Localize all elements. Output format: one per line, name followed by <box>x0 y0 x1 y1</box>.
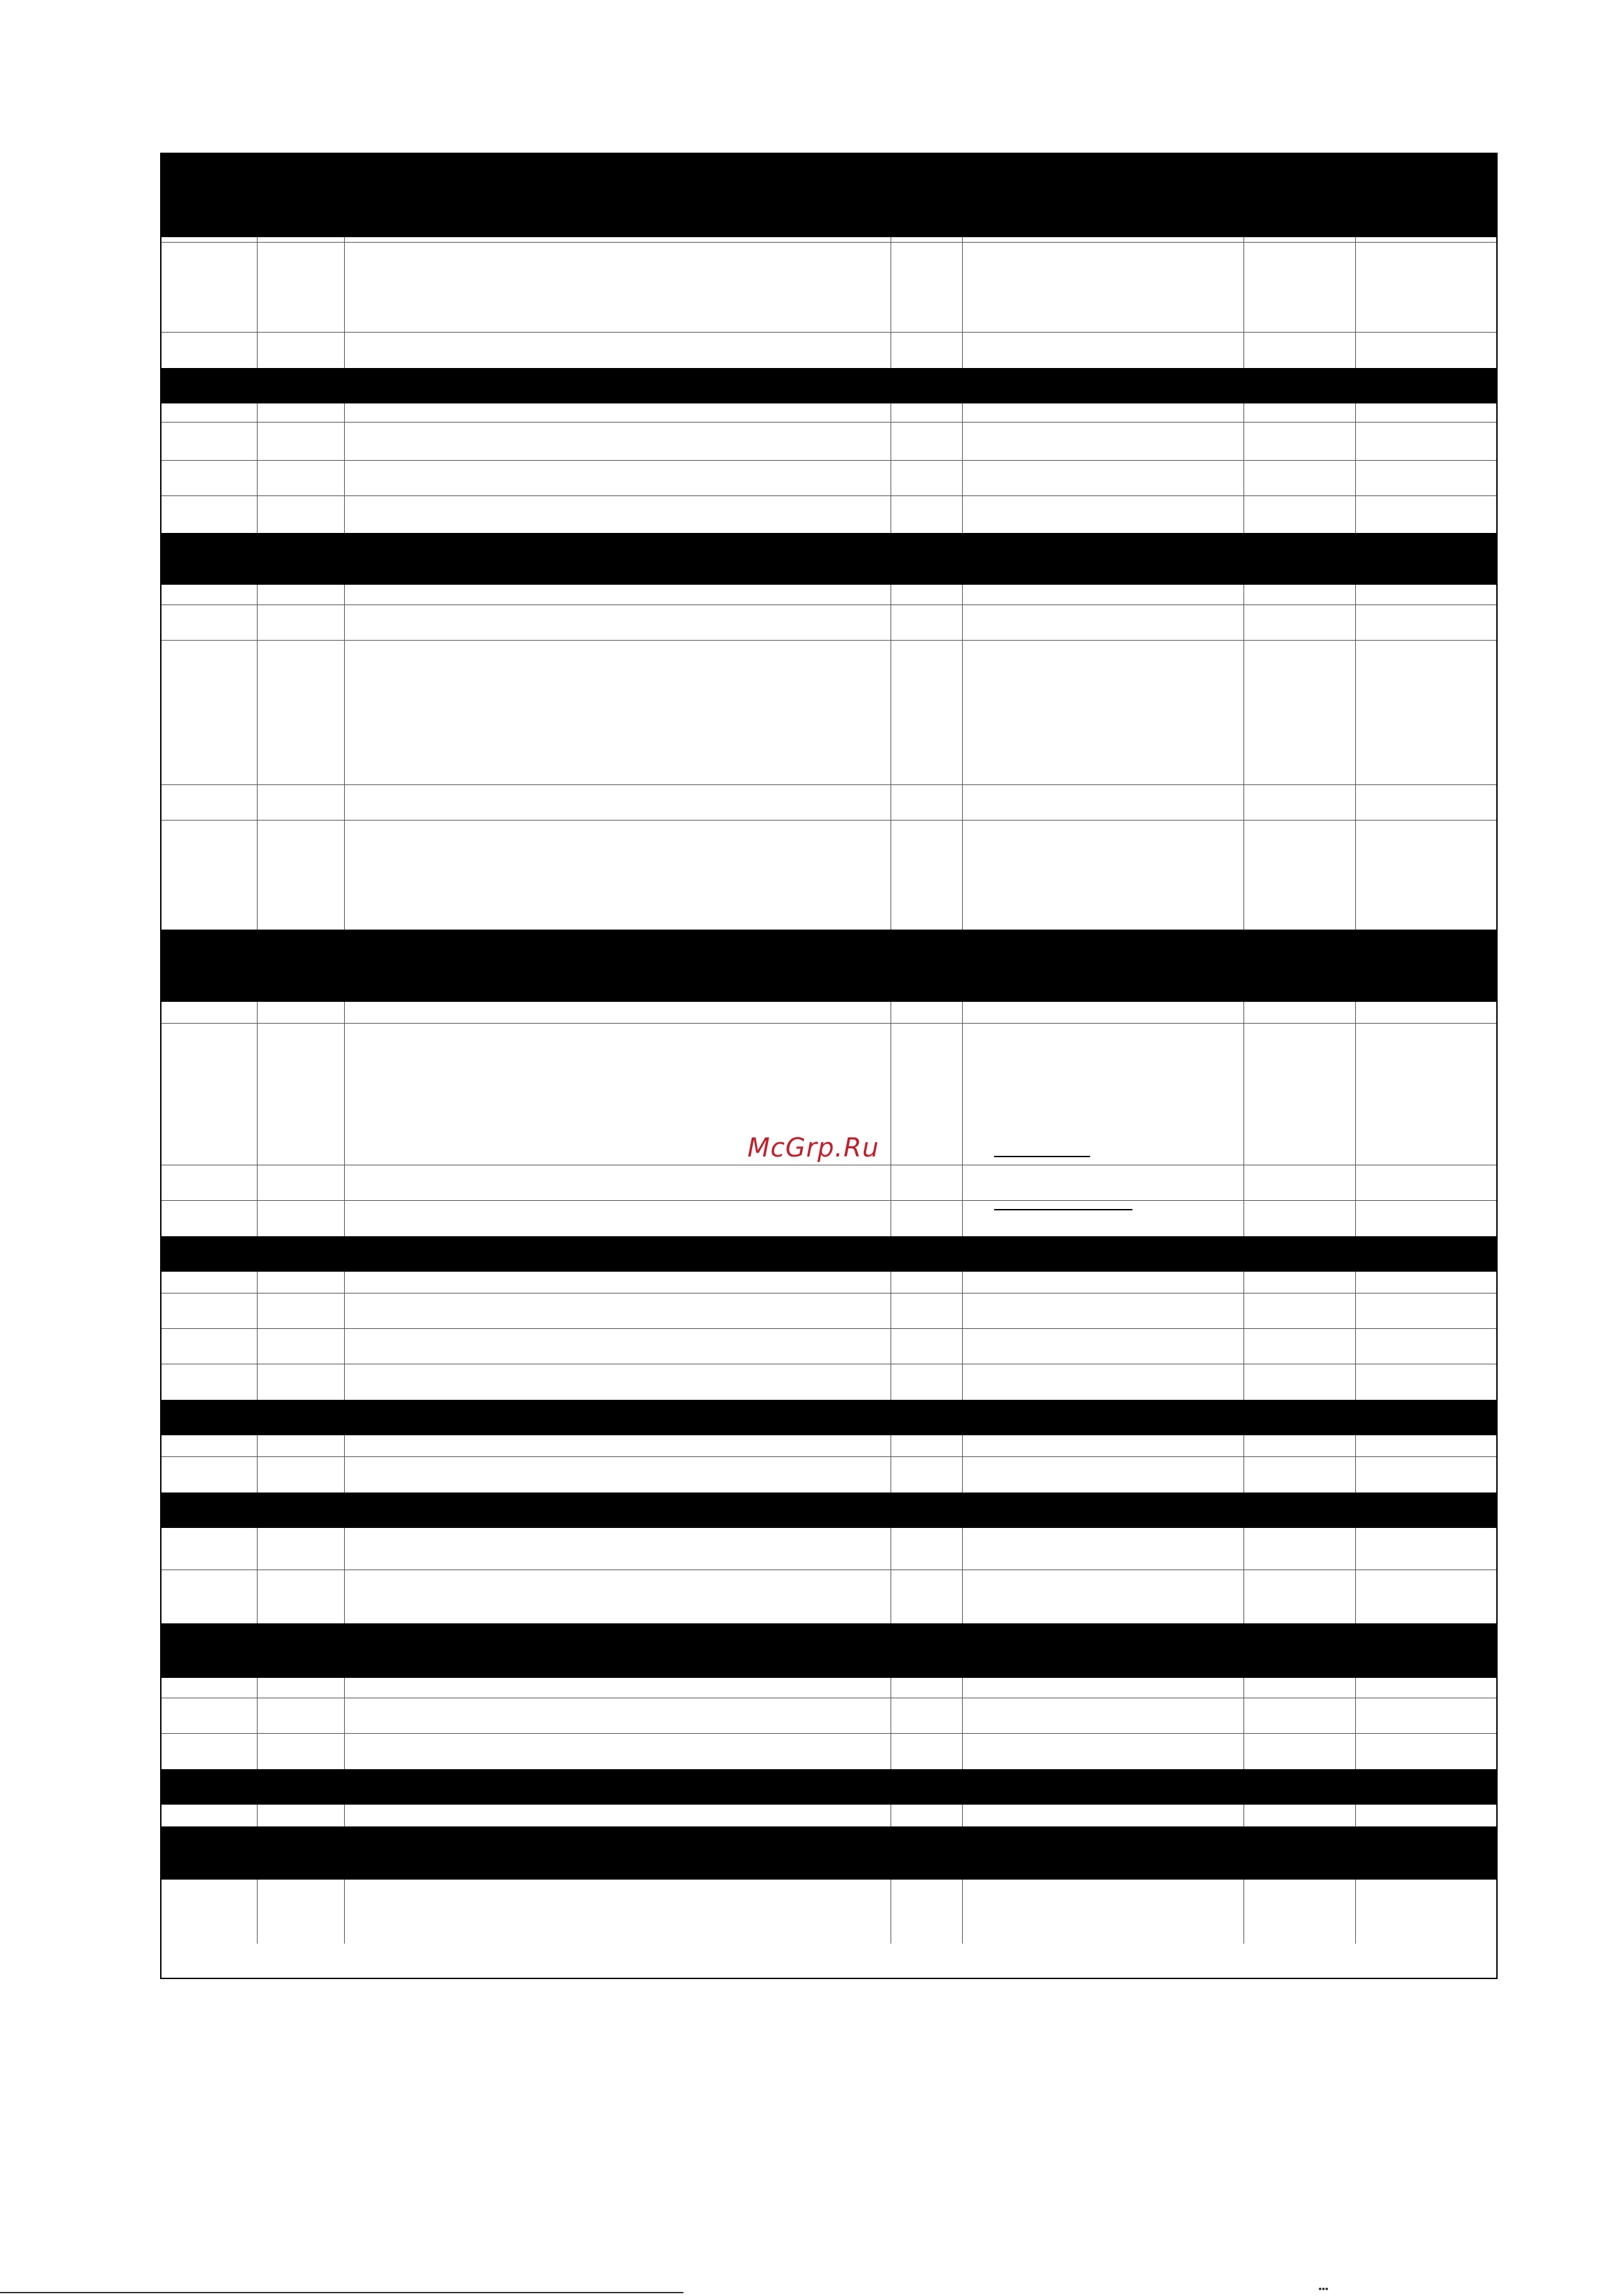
table-cell-col-3 <box>344 237 891 243</box>
table-cell-col-4 <box>891 1294 962 1328</box>
table-cell-col-6 <box>1243 585 1355 604</box>
table-cell-col-4 <box>891 785 962 820</box>
section-header-bar <box>161 1769 1496 1805</box>
table-cell-col-5 <box>962 1528 1243 1570</box>
section-header-bar <box>161 1236 1496 1272</box>
table-row <box>161 1165 1496 1201</box>
table-cell-col-4 <box>891 1570 962 1623</box>
table-cell-col-2 <box>257 1698 344 1733</box>
table-row <box>161 1457 1496 1493</box>
table-cell-col-5 <box>962 1698 1243 1733</box>
column-header-row <box>161 237 1496 243</box>
table-cell-col-4 <box>891 1528 962 1570</box>
table-cell-col-6 <box>1243 423 1355 460</box>
table-cell-col-4 <box>891 1880 962 1944</box>
table-cell-col-6 <box>1243 237 1355 243</box>
table-cell-col-7 <box>1355 461 1499 495</box>
table-cell-col-3 <box>344 1805 891 1826</box>
table-cell-col-3 <box>344 1698 891 1733</box>
table-cell-col-6 <box>1243 1201 1355 1236</box>
table-cell-col-6 <box>1243 1435 1355 1456</box>
table-cell-col-4 <box>891 585 962 604</box>
section-header-bar <box>161 368 1496 403</box>
table-row <box>161 821 1496 930</box>
table-cell-col-3 <box>344 1528 891 1570</box>
table-cell-col-1 <box>161 496 257 533</box>
table-row <box>161 496 1496 533</box>
table-row <box>161 1364 1496 1400</box>
table-cell-col-7 <box>1355 1528 1499 1570</box>
table-cell-col-6 <box>1243 785 1355 820</box>
table-cell-col-3 <box>344 496 891 533</box>
table-cell-col-5 <box>962 785 1243 820</box>
table-cell-col-2 <box>257 1678 344 1698</box>
table-cell-col-2 <box>257 605 344 640</box>
table-cell-col-6 <box>1243 1329 1355 1364</box>
table-cell-col-7 <box>1355 821 1499 930</box>
table-row <box>161 1570 1496 1623</box>
table-cell-col-6 <box>1243 1528 1355 1570</box>
table-cell-col-7 <box>1355 423 1499 460</box>
table-cell-col-1 <box>161 1165 257 1200</box>
table-cell-col-4 <box>891 641 962 784</box>
table-cell-col-4 <box>891 1457 962 1493</box>
table-cell-col-2 <box>257 1570 344 1623</box>
table-cell-col-1 <box>161 423 257 460</box>
table-cell-col-7 <box>1355 333 1499 368</box>
table-cell-col-5 <box>962 1329 1243 1364</box>
signature-line-2 <box>994 1209 1132 1210</box>
table-cell-col-5 <box>962 1734 1243 1769</box>
table-cell-col-3 <box>344 585 891 604</box>
table-cell-col-6 <box>1243 1002 1355 1023</box>
table-row <box>161 1435 1496 1457</box>
table-cell-col-2 <box>257 1272 344 1293</box>
table-cell-col-1 <box>161 1201 257 1236</box>
table-cell-col-5 <box>962 403 1243 422</box>
table-cell-col-6 <box>1243 333 1355 368</box>
table-cell-col-3 <box>344 1435 891 1456</box>
table-row <box>161 1698 1496 1734</box>
table-cell-col-1 <box>161 1805 257 1826</box>
table-cell-col-6 <box>1243 1364 1355 1400</box>
table-cell-col-4 <box>891 1024 962 1165</box>
section-header-bar <box>161 1623 1496 1678</box>
table-row <box>161 785 1496 821</box>
table-row <box>161 423 1496 461</box>
table-cell-col-6 <box>1243 1678 1355 1698</box>
table-cell-col-4 <box>891 1678 962 1698</box>
table-cell-col-7 <box>1355 496 1499 533</box>
table-cell-col-7 <box>1355 1678 1499 1698</box>
table-row <box>161 1734 1496 1769</box>
table-cell-col-6 <box>1243 1880 1355 1944</box>
table-cell-col-3 <box>344 1734 891 1769</box>
table-cell-col-6 <box>1243 641 1355 784</box>
table-cell-col-3 <box>344 1678 891 1698</box>
table-row <box>161 1201 1496 1236</box>
table-cell-col-2 <box>257 1002 344 1023</box>
table-cell-col-3 <box>344 1002 891 1023</box>
table-row <box>161 1880 1496 1944</box>
table-cell-col-5 <box>962 423 1243 460</box>
table-cell-col-7 <box>1355 1024 1499 1165</box>
table-cell-col-1 <box>161 237 257 243</box>
table-row <box>161 1002 1496 1024</box>
table-cell-col-1 <box>161 243 257 332</box>
table-cell-col-5 <box>962 641 1243 784</box>
table-cell-col-5 <box>962 1678 1243 1698</box>
table-cell-col-4 <box>891 1805 962 1826</box>
table-cell-col-6 <box>1243 1165 1355 1200</box>
table-cell-col-3 <box>344 461 891 495</box>
table-cell-col-2 <box>257 1294 344 1328</box>
table-cell-col-6 <box>1243 1570 1355 1623</box>
table-cell-col-3 <box>344 1880 891 1944</box>
table-header-bar <box>161 154 1496 237</box>
table-cell-col-3 <box>344 1457 891 1493</box>
table-cell-col-4 <box>891 403 962 422</box>
table-cell-col-1 <box>161 1880 257 1944</box>
table-cell-col-2 <box>257 1329 344 1364</box>
table-cell-col-5 <box>962 821 1243 930</box>
table-cell-col-6 <box>1243 1457 1355 1493</box>
table-cell-col-6 <box>1243 243 1355 332</box>
table-cell-col-6 <box>1243 1272 1355 1293</box>
table-row <box>161 1678 1496 1698</box>
table-cell-col-7 <box>1355 585 1499 604</box>
table-cell-col-1 <box>161 1364 257 1400</box>
table-cell-col-1 <box>161 585 257 604</box>
section-header-bar <box>161 1826 1496 1880</box>
table-cell-col-5 <box>962 605 1243 640</box>
table-cell-col-3 <box>344 403 891 422</box>
table-cell-col-2 <box>257 1435 344 1456</box>
table-cell-col-7 <box>1355 605 1499 640</box>
table-cell-col-6 <box>1243 403 1355 422</box>
table-cell-col-7 <box>1355 1364 1499 1400</box>
table-cell-col-5 <box>962 461 1243 495</box>
table-cell-col-2 <box>257 237 344 243</box>
table-cell-col-7 <box>1355 243 1499 332</box>
table-row <box>161 1805 1496 1826</box>
table-cell-col-2 <box>257 1457 344 1493</box>
table-cell-col-7 <box>1355 1201 1499 1236</box>
table-row <box>161 1294 1496 1329</box>
table-cell-col-5 <box>962 1364 1243 1400</box>
table-cell-col-7 <box>1355 641 1499 784</box>
table-cell-col-5 <box>962 1805 1243 1826</box>
table-cell-col-4 <box>891 1329 962 1364</box>
section-header-bar <box>161 1493 1496 1528</box>
table-cell-col-1 <box>161 461 257 495</box>
table-cell-col-3 <box>344 1570 891 1623</box>
table-cell-col-5 <box>962 333 1243 368</box>
table-cell-col-7 <box>1355 1570 1499 1623</box>
table-cell-col-3 <box>344 243 891 332</box>
table-cell-col-2 <box>257 423 344 460</box>
table-cell-col-1 <box>161 1002 257 1023</box>
table-cell-col-1 <box>161 1272 257 1293</box>
table-cell-col-4 <box>891 605 962 640</box>
table-cell-col-1 <box>161 605 257 640</box>
table-cell-col-4 <box>891 1272 962 1293</box>
table-cell-col-5 <box>962 1457 1243 1493</box>
table-cell-col-7 <box>1355 1165 1499 1200</box>
table-cell-col-2 <box>257 821 344 930</box>
table-cell-col-2 <box>257 496 344 533</box>
footer-rule <box>0 2292 683 2293</box>
table-cell-col-7 <box>1355 1294 1499 1328</box>
table-cell-col-6 <box>1243 1294 1355 1328</box>
table-cell-col-3 <box>344 423 891 460</box>
table-row <box>161 461 1496 496</box>
table-cell-col-4 <box>891 1734 962 1769</box>
table-cell-col-1 <box>161 1734 257 1769</box>
table-cell-col-7 <box>1355 1002 1499 1023</box>
table-cell-col-1 <box>161 1457 257 1493</box>
table-cell-col-4 <box>891 496 962 533</box>
table-cell-col-1 <box>161 333 257 368</box>
table-cell-col-2 <box>257 1528 344 1570</box>
table-cell-col-3 <box>344 1294 891 1328</box>
table-cell-col-1 <box>161 641 257 784</box>
table-cell-col-5 <box>962 1165 1243 1200</box>
table-cell-col-1 <box>161 1528 257 1570</box>
table-cell-col-6 <box>1243 1698 1355 1733</box>
table-cell-col-5 <box>962 1002 1243 1023</box>
table-cell-col-4 <box>891 1002 962 1023</box>
table-cell-col-4 <box>891 1165 962 1200</box>
table-cell-col-1 <box>161 821 257 930</box>
table-cell-col-2 <box>257 333 344 368</box>
table-cell-col-5 <box>962 496 1243 533</box>
table-cell-col-2 <box>257 461 344 495</box>
table-cell-col-2 <box>257 403 344 422</box>
table-cell-col-2 <box>257 1364 344 1400</box>
table-cell-col-3 <box>344 605 891 640</box>
table-cell-col-2 <box>257 1201 344 1236</box>
section-header-bar <box>161 533 1496 585</box>
table-cell-col-6 <box>1243 496 1355 533</box>
signature-line-1 <box>994 1156 1090 1157</box>
table-cell-col-2 <box>257 1734 344 1769</box>
table-cell-col-3 <box>344 821 891 930</box>
table-cell-col-4 <box>891 821 962 930</box>
table-cell-col-3 <box>344 1329 891 1364</box>
table-cell-col-1 <box>161 1698 257 1733</box>
table-row <box>161 605 1496 641</box>
table-cell-col-2 <box>257 641 344 784</box>
table-cell-col-7 <box>1355 785 1499 820</box>
table-cell-col-7 <box>1355 1734 1499 1769</box>
table-cell-col-4 <box>891 423 962 460</box>
section-header-bar <box>161 930 1496 1002</box>
table-cell-col-1 <box>161 403 257 422</box>
table-cell-col-7 <box>1355 1880 1499 1944</box>
table-cell-col-6 <box>1243 461 1355 495</box>
table-row <box>161 243 1496 333</box>
table-cell-col-4 <box>891 1435 962 1456</box>
table-cell-col-2 <box>257 785 344 820</box>
table-cell-col-5 <box>962 1024 1243 1165</box>
table-cell-col-5 <box>962 1272 1243 1293</box>
table-cell-col-5 <box>962 1294 1243 1328</box>
table-row <box>161 1272 1496 1294</box>
table-cell-col-5 <box>962 585 1243 604</box>
table-cell-col-4 <box>891 1364 962 1400</box>
table-cell-col-2 <box>257 1165 344 1200</box>
table-cell-col-6 <box>1243 821 1355 930</box>
table-cell-col-7 <box>1355 1272 1499 1293</box>
table-cell-col-1 <box>161 1435 257 1456</box>
table-row <box>161 585 1496 605</box>
table-cell-col-7 <box>1355 1805 1499 1826</box>
table-cell-col-6 <box>1243 1024 1355 1165</box>
table-cell-col-3 <box>344 1165 891 1200</box>
table-cell-col-5 <box>962 1570 1243 1623</box>
table-cell-col-1 <box>161 1570 257 1623</box>
table-cell-col-5 <box>962 1435 1243 1456</box>
table-row <box>161 641 1496 785</box>
table-cell-col-7 <box>1355 1698 1499 1733</box>
table-cell-col-1 <box>161 1294 257 1328</box>
table-cell-col-7 <box>1355 1457 1499 1493</box>
table-cell-col-4 <box>891 1698 962 1733</box>
table-cell-col-7 <box>1355 1329 1499 1364</box>
table-cell-col-1 <box>161 1329 257 1364</box>
table-cell-col-5 <box>962 243 1243 332</box>
table-cell-col-1 <box>161 785 257 820</box>
table-cell-col-3 <box>344 1201 891 1236</box>
table-cell-col-2 <box>257 1024 344 1165</box>
table-cell-col-5 <box>962 1880 1243 1944</box>
table-cell-col-2 <box>257 585 344 604</box>
table-cell-col-4 <box>891 1201 962 1236</box>
table-cell-col-6 <box>1243 1805 1355 1826</box>
table-cell-col-6 <box>1243 605 1355 640</box>
table-cell-col-4 <box>891 333 962 368</box>
table-cell-col-2 <box>257 243 344 332</box>
footer-mark: ••• <box>1318 2283 1329 2294</box>
table-cell-col-2 <box>257 1880 344 1944</box>
table-cell-col-7 <box>1355 403 1499 422</box>
table-row <box>161 1528 1496 1570</box>
table-cell-col-4 <box>891 461 962 495</box>
section-header-bar <box>161 1400 1496 1435</box>
table-cell-col-3 <box>344 1364 891 1400</box>
table-cell-col-2 <box>257 1805 344 1826</box>
watermark: McGrp.Ru <box>747 1133 880 1163</box>
table-row <box>161 403 1496 423</box>
table-row <box>161 1329 1496 1364</box>
table-cell-col-7 <box>1355 1435 1499 1456</box>
table-cell-col-5 <box>962 1201 1243 1236</box>
table-cell-col-3 <box>344 785 891 820</box>
table-row <box>161 333 1496 368</box>
table-cell-col-4 <box>891 237 962 243</box>
table-cell-col-3 <box>344 641 891 784</box>
table-cell-col-1 <box>161 1024 257 1165</box>
table-cell-col-6 <box>1243 1734 1355 1769</box>
table-cell-col-1 <box>161 1678 257 1698</box>
table-cell-col-5 <box>962 237 1243 243</box>
document-table <box>160 153 1498 1979</box>
table-cell-col-3 <box>344 333 891 368</box>
table-cell-col-4 <box>891 243 962 332</box>
table-cell-col-7 <box>1355 237 1499 243</box>
table-cell-col-3 <box>344 1272 891 1293</box>
